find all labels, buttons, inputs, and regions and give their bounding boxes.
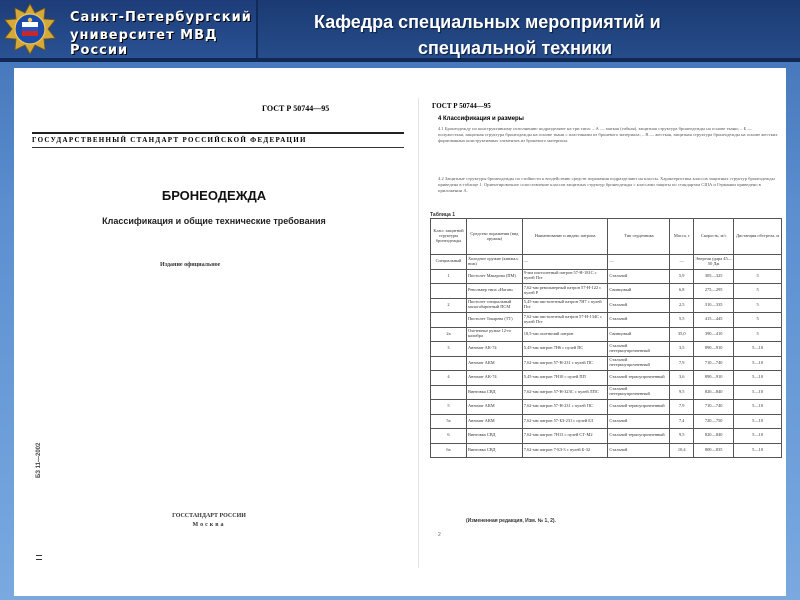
table-cell: — xyxy=(522,255,608,270)
table-cell: 720—750 xyxy=(694,414,734,429)
publisher xyxy=(164,513,254,528)
table-cell: Специальный xyxy=(431,255,467,270)
table-cell: 5—10 xyxy=(734,342,782,357)
table-cell: Свинцовый xyxy=(608,284,670,299)
table-header-cell: Дистанция обстрела, м xyxy=(734,219,782,255)
table-cell: 7,62-мм пистолетный патрон 57-Н-134С с пулей Пст xyxy=(522,313,608,328)
table-cell xyxy=(431,356,467,371)
university-name-line2: университет МВД России xyxy=(70,28,218,58)
paragraph-4-2: 4.2 Защитные структуры бронеодежды по стойкости к воздействию средств поражения подразделяют на классы. Характеристика классов защитных структур бронеодежды приведена в таблице 1. Ориентировочное сопоставление классов защитных структур бронеодежды с классами защиты по стандартам США и Германии приведено в приложении А. xyxy=(438,176,775,193)
table-row xyxy=(431,298,782,313)
table-cell xyxy=(431,385,467,400)
table-cell: 5—10 xyxy=(734,443,782,458)
table-cell: Энергия удара 45—50 Дж xyxy=(694,255,734,270)
table-cell: 5,5 xyxy=(670,313,694,328)
slide-title-line1: Кафедра специальных мероприятий и xyxy=(314,12,661,32)
table-header-cell: Скорость, м/с xyxy=(694,219,734,255)
amendment-note: (Измененная редакция, Изм. № 1, 2). xyxy=(466,518,556,524)
page-mark xyxy=(36,559,42,560)
table-label: Таблица 1 xyxy=(430,212,456,218)
gost-number-right: ГОСТ Р 50744—95 xyxy=(432,102,491,110)
table-cell: 2 xyxy=(431,298,467,313)
table-cell: 9,5 xyxy=(670,429,694,444)
slide-title-line2: специальной техники xyxy=(418,38,613,58)
table-cell: Стальной xyxy=(608,298,670,313)
table-cell: Стальной нетермоупрочненный xyxy=(608,356,670,371)
table-row xyxy=(431,429,782,444)
table-cell: 7,62-мм патрон 7-БЗ-3 с пулей Б-32 xyxy=(522,443,608,458)
table-body xyxy=(431,255,782,458)
table-cell: 5,45-мм патрон 7Н10 с пулей ПП xyxy=(522,371,608,386)
table-header-cell: Тип сердечника xyxy=(608,219,670,255)
table-cell: 7,62-мм патрон 57-БЗ-231 с пулей БЗ xyxy=(522,414,608,429)
table-cell: 5,9 xyxy=(670,269,694,284)
table-cell: 5—10 xyxy=(734,356,782,371)
table-cell: 820—840 xyxy=(694,429,734,444)
table-cell xyxy=(431,313,467,328)
table-cell: 3,5 xyxy=(670,342,694,357)
section-heading: 4 Классификация и размеры xyxy=(438,116,524,122)
table-row xyxy=(431,443,782,458)
paragraph-4-1: 4.1 Бронеодежду по конструктивному исполнению подразделяют на три типа: – А — мягкая (гибкая), защитная структура бронеодежды на основе ткани; – Б — полужесткая, защитная структура бронеодежды на основе ткани с пластинами из броневого материала; – В — жесткая, защитная структура бронеодежды на основе жестких формованных конструктивных элементов из броневого материала. xyxy=(438,126,778,143)
table-cell: Стальной xyxy=(608,269,670,284)
table-row xyxy=(431,414,782,429)
university-logo-block xyxy=(0,0,258,58)
table-cell: 1 xyxy=(431,269,467,284)
table-cell: 7,62-мм патрон 57-Н-231 с пулей ПС xyxy=(522,356,608,371)
table-row xyxy=(431,255,782,270)
table-cell: 9,5 xyxy=(670,385,694,400)
table-row xyxy=(431,284,782,299)
table-cell: Винтовка СВД xyxy=(466,385,522,400)
table-cell: 820—840 xyxy=(694,385,734,400)
table-cell: 890—910 xyxy=(694,371,734,386)
document-title: БРОНЕОДЕЖДА xyxy=(161,188,267,203)
table-cell: Автомат АКМ xyxy=(466,400,522,415)
table-cell: 800—835 xyxy=(694,443,734,458)
table-row xyxy=(431,342,782,357)
table-cell: Автомат АК-74 xyxy=(466,371,522,386)
table-cell: 7,62-мм патрон 57-Н-231 с пулей ПС xyxy=(522,400,608,415)
table-cell: 5—10 xyxy=(734,400,782,415)
table-cell: 5—10 xyxy=(734,414,782,429)
university-name-line1: Санкт-Петербургский xyxy=(70,10,252,25)
table-cell: 2а xyxy=(431,327,467,342)
table-cell: 7,9 xyxy=(670,400,694,415)
table-header-cell: Класс защитной структуры бронеодежды xyxy=(431,219,467,255)
gost-number: ГОСТ Р 50744—95 xyxy=(262,104,330,113)
table-cell: Стальной термоупрочненный xyxy=(608,429,670,444)
table-cell: — xyxy=(670,255,694,270)
table-cell: 5 xyxy=(734,298,782,313)
table-cell: 415—445 xyxy=(694,313,734,328)
table-cell: 890—910 xyxy=(694,342,734,357)
table-cell: Свинцовый xyxy=(608,327,670,342)
table-cell: 5а xyxy=(431,414,467,429)
table-header-cell: Масса, г xyxy=(670,219,694,255)
table-cell: Револьвер типа «Наган» xyxy=(466,284,522,299)
table-cell: 5—10 xyxy=(734,371,782,386)
publisher-name: ГОССТАНДАРТ РОССИИ xyxy=(172,513,246,519)
table-row xyxy=(431,313,782,328)
table-cell: 4 xyxy=(431,371,467,386)
table-cell: Охотничье ружье 12-го калибра xyxy=(466,327,522,342)
table-cell: 390—410 xyxy=(694,327,734,342)
table-cell: Холодное оружие (кинжал, нож) xyxy=(466,255,522,270)
table-header-row xyxy=(431,219,782,255)
title-page xyxy=(14,68,414,596)
table-cell: 275—295 xyxy=(694,284,734,299)
table-cell: Стальной нетермоупрочненный xyxy=(608,342,670,357)
official-edition: Издание официальное xyxy=(160,262,221,268)
table-header-cell: Наименование и индекс патрона xyxy=(522,219,608,255)
table-cell xyxy=(734,255,782,270)
table-cell: 3,6 xyxy=(670,371,694,386)
table-row xyxy=(431,371,782,386)
table-cell xyxy=(431,284,467,299)
table-cell: 6а xyxy=(431,443,467,458)
table-row xyxy=(431,327,782,342)
table-cell: 5—10 xyxy=(734,385,782,400)
table-cell: 3 xyxy=(431,342,467,357)
table-cell: 2,5 xyxy=(670,298,694,313)
table-cell: Винтовка СВД xyxy=(466,443,522,458)
table-cell: 5,45-мм патрон 7Н6 с пулей ПС xyxy=(522,342,608,357)
publisher-city: Москва xyxy=(192,522,226,528)
table-cell: Винтовка СВД xyxy=(466,429,522,444)
document-spread xyxy=(14,68,786,596)
table-cell: 7,4 xyxy=(670,414,694,429)
table-cell: 9-мм пистолетный патрон 57-Н-181С с пулей Пст xyxy=(522,269,608,284)
table-row xyxy=(431,400,782,415)
table-cell: 7,9 xyxy=(670,356,694,371)
table-cell: Автомат АК-74 xyxy=(466,342,522,357)
table-cell: Стальной термоупрочненный xyxy=(608,400,670,415)
table-header-cell: Средство поражения (вид оружия) xyxy=(466,219,522,255)
table-cell: 5 xyxy=(431,400,467,415)
table-cell: Автомат АКМ xyxy=(466,356,522,371)
table-row xyxy=(431,356,782,371)
document-subtitle: Классификация и общие технические требования xyxy=(102,216,326,226)
table-cell: 10,4 xyxy=(670,443,694,458)
table-cell: Пистолет Макарова (ПМ) xyxy=(466,269,522,284)
table-cell: 5 xyxy=(734,284,782,299)
table-cell: Стальной xyxy=(608,313,670,328)
table-cell: Стальной xyxy=(608,414,670,429)
table-cell: 305—325 xyxy=(694,269,734,284)
table-cell: Пистолет специальный малогабаритный ПСМ xyxy=(466,298,522,313)
table-cell: 5 xyxy=(734,327,782,342)
table-cell: 5—10 xyxy=(734,429,782,444)
table-cell: 7,62-мм патрон 7Н13 с пулей СТ-М2 xyxy=(522,429,608,444)
table-cell: 710—740 xyxy=(694,400,734,415)
table-cell: 7,62-мм револьверный патрон 57-Н-122 с пулей Р xyxy=(522,284,608,299)
table-row xyxy=(431,385,782,400)
table-cell: 6 xyxy=(431,429,467,444)
table-cell: 310—335 xyxy=(694,298,734,313)
banner-rule xyxy=(32,147,404,148)
table-cell: Пистолет Токарева (ТТ) xyxy=(466,313,522,328)
page-mark xyxy=(36,555,42,556)
table-cell: 6,8 xyxy=(670,284,694,299)
table-cell: Стальной xyxy=(608,443,670,458)
table-row xyxy=(431,269,782,284)
header-divider xyxy=(0,58,800,62)
table-cell: 5 xyxy=(734,269,782,284)
state-standard-banner: ГОСУДАРСТВЕННЫЙ СТАНДАРТ РОССИЙСКОЙ ФЕДЕРАЦИИ xyxy=(32,132,404,144)
table-cell: 7,62-мм патрон 57-Н-323С с пулей ЛПС xyxy=(522,385,608,400)
classification-table xyxy=(430,218,782,458)
emblem-icon xyxy=(4,3,56,55)
table-cell: 5 xyxy=(734,313,782,328)
page-gutter xyxy=(418,98,419,568)
table-cell: 18,5-мм охотничий патрон xyxy=(522,327,608,342)
table-cell: Стальной нетермоупрочненный xyxy=(608,385,670,400)
page-number: 2 xyxy=(438,532,441,538)
classification-page xyxy=(424,68,786,596)
table-cell: 35,0 xyxy=(670,327,694,342)
table-cell: 5,45-мм пистолетный патрон 7Н7 с пулей Пст xyxy=(522,298,608,313)
table-cell: Автомат АКМ xyxy=(466,414,522,429)
table-cell: Стальной термоупрочненный xyxy=(608,371,670,386)
table-cell: 710—740 xyxy=(694,356,734,371)
table-cell: — xyxy=(608,255,670,270)
side-code: БЗ 11—2002 xyxy=(36,442,42,478)
